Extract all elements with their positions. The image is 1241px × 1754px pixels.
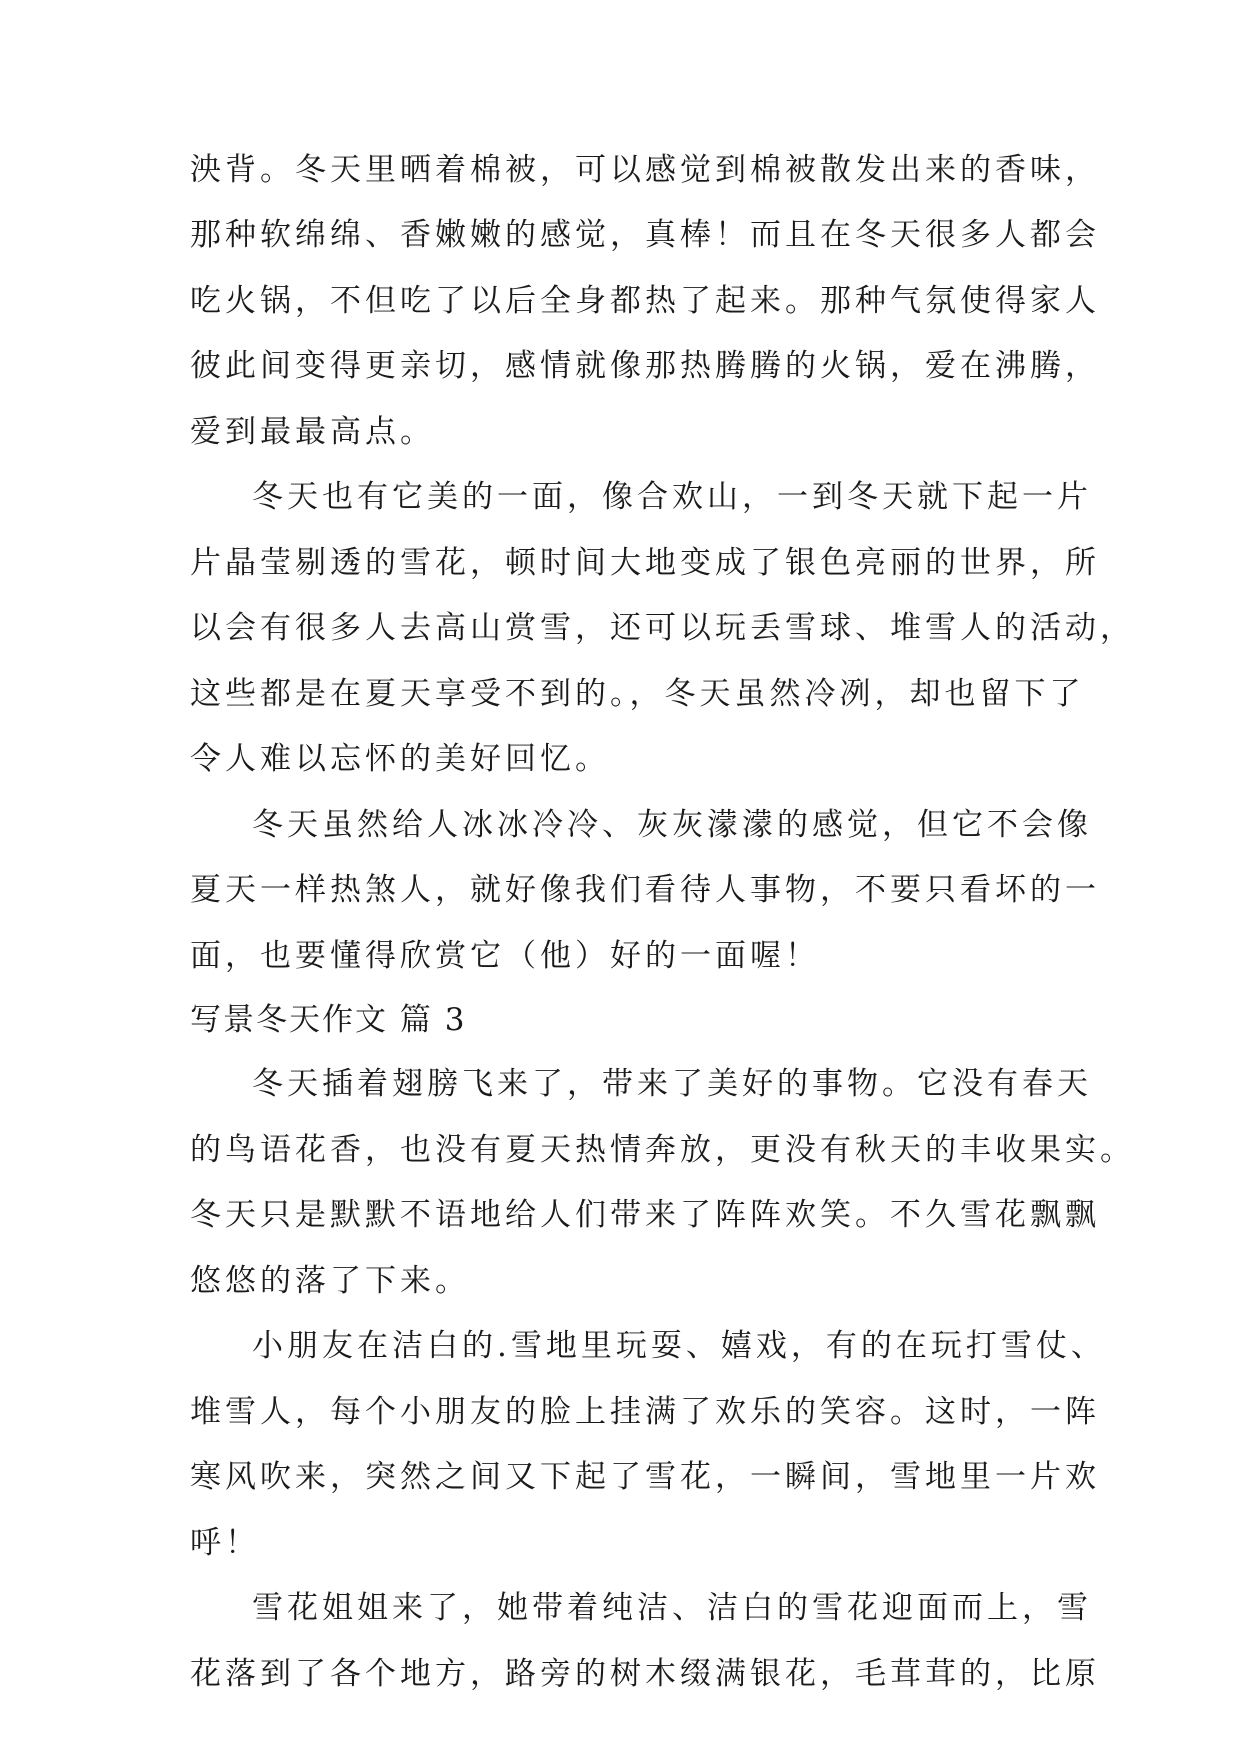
- paragraph-first-line: 冬天也有它美的一面，像合欢山，一到冬天就下起一片: [252, 479, 1092, 515]
- text-line: 冬天只是默默不语地给人们带来了阵阵欢笑。不久雪花飘飘: [190, 1197, 1100, 1233]
- text-line: 的鸟语花香，也没有夏天热情奔放，更没有秋天的丰收果实。: [190, 1132, 1135, 1168]
- text-line: 堆雪人，每个小朋友的脸上挂满了欢乐的笑容。这时，一阵: [190, 1394, 1100, 1430]
- text-line: 令人难以忘怀的美好回忆。: [190, 741, 610, 777]
- text-line: 花落到了各个地方，路旁的树木缀满银花，毛茸茸的，比原: [190, 1656, 1100, 1692]
- text-line: 呼！: [190, 1525, 260, 1561]
- text-line: 面，也要懂得欣赏它（他）好的一面喔！: [190, 938, 820, 974]
- text-line: 这些都是在夏天享受不到的。，冬天虽然冷冽，却也留下了: [190, 676, 1085, 712]
- text-line: 悠悠的落了下来。: [190, 1263, 470, 1299]
- text-line: 那种软绵绵、香嫩嫩的感觉，真棒！而且在冬天很多人都会: [190, 217, 1100, 253]
- text-line: 爱到最最高点。: [190, 414, 435, 450]
- text-line: 泱背。冬天里晒着棉被，可以感觉到棉被散发出来的香味，: [190, 152, 1100, 188]
- section-heading: 写景冬天作文 篇 3: [190, 1002, 467, 1038]
- paragraph-first-line: 小朋友在洁白的.雪地里玩耍、嬉戏，有的在玩打雪仗、: [252, 1328, 1106, 1364]
- text-line: 彼此间变得更亲切，感情就像那热腾腾的火锅，爱在沸腾，: [190, 348, 1100, 384]
- paragraph-first-line: 冬天虽然给人冰冰冷冷、灰灰濛濛的感觉，但它不会像: [252, 807, 1092, 843]
- text-line: 片晶莹剔透的雪花，顿时间大地变成了银色亮丽的世界，所: [190, 545, 1100, 581]
- paragraph-first-line: 冬天插着翅膀飞来了，带来了美好的事物。它没有春天: [252, 1066, 1092, 1102]
- text-line: 吃火锅，不但吃了以后全身都热了起来。那种气氛使得家人: [190, 283, 1100, 319]
- paragraph-first-line: 雪花姐姐来了，她带着纯洁、洁白的雪花迎面而上，雪: [252, 1590, 1092, 1626]
- text-line: 以会有很多人去高山赏雪，还可以玩丢雪球、堆雪人的活动，: [190, 610, 1135, 646]
- text-line: 夏天一样热煞人，就好像我们看待人事物，不要只看坏的一: [190, 872, 1100, 908]
- text-line: 寒风吹来，突然之间又下起了雪花，一瞬间，雪地里一片欢: [190, 1459, 1100, 1495]
